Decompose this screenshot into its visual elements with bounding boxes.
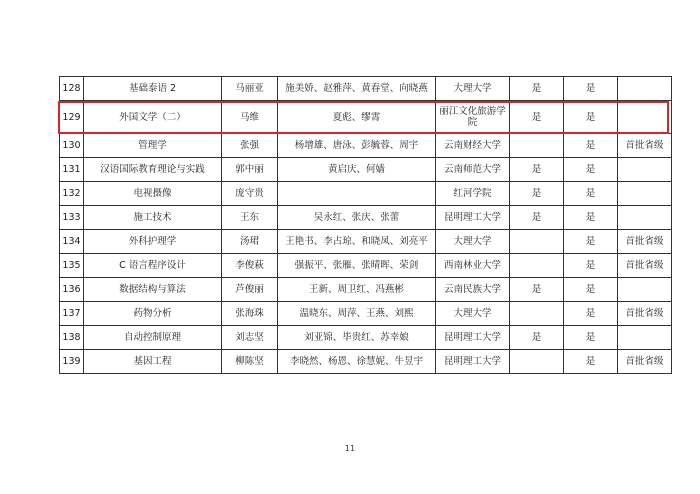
cell-course: 施工技术 — [84, 206, 222, 230]
cell-leader: 郭中丽 — [222, 158, 278, 182]
cell-no: 136 — [60, 278, 84, 302]
cell-no: 133 — [60, 206, 84, 230]
cell-school: 昆明理工大学 — [436, 206, 510, 230]
cell-members: 温晓东、周萍、王燕、刘熙 — [278, 302, 436, 326]
cell-leader: 张强 — [222, 134, 278, 158]
table-row — [60, 206, 672, 230]
cell-course: 基础泰语 2 — [84, 77, 222, 101]
cell-members: 李晓然、杨恩、徐慧妮、牛昱宇 — [278, 350, 436, 374]
cell-c3: 首批省级 — [618, 134, 672, 158]
cell-members: 刘亚锦、毕贵红、苏幸娘 — [278, 326, 436, 350]
cell-school: 丽江文化旅游学院 — [436, 101, 510, 134]
cell-c2: 是 — [564, 326, 618, 350]
cell-c2: 是 — [564, 206, 618, 230]
cell-no: 130 — [60, 134, 84, 158]
cell-c1: 是 — [510, 326, 564, 350]
cell-course: 药物分析 — [84, 302, 222, 326]
cell-members: 夏彪、缪霄 — [278, 101, 436, 134]
cell-c2: 是 — [564, 350, 618, 374]
cell-school: 大理大学 — [436, 302, 510, 326]
cell-school: 云南财经大学 — [436, 134, 510, 158]
cell-c1: 是 — [510, 182, 564, 206]
cell-leader: 李俊萩 — [222, 254, 278, 278]
cell-c1: 是 — [510, 206, 564, 230]
cell-leader: 马维 — [222, 101, 278, 134]
cell-school: 云南师范大学 — [436, 158, 510, 182]
cell-course: 电视摄像 — [84, 182, 222, 206]
cell-school: 大理大学 — [436, 77, 510, 101]
cell-leader: 汤珺 — [222, 230, 278, 254]
table-row — [60, 158, 672, 182]
cell-leader: 马丽亚 — [222, 77, 278, 101]
cell-course: 汉语国际教育理论与实践 — [84, 158, 222, 182]
table-row — [60, 302, 672, 326]
cell-school: 红河学院 — [436, 182, 510, 206]
cell-c1 — [510, 134, 564, 158]
cell-c1 — [510, 302, 564, 326]
cell-c1: 是 — [510, 278, 564, 302]
cell-c3 — [618, 158, 672, 182]
cell-c2: 是 — [564, 134, 618, 158]
cell-members: 王艳书、李占琼、和晓凤、刘亮平 — [278, 230, 436, 254]
cell-no: 134 — [60, 230, 84, 254]
cell-leader: 张海珠 — [222, 302, 278, 326]
table-row — [60, 350, 672, 374]
cell-leader: 芦俊丽 — [222, 278, 278, 302]
cell-no: 132 — [60, 182, 84, 206]
cell-course: 管理学 — [84, 134, 222, 158]
cell-members — [278, 182, 436, 206]
page-number: 11 — [344, 444, 356, 453]
cell-c3 — [618, 278, 672, 302]
cell-c3: 首批省级 — [618, 254, 672, 278]
table-row — [60, 134, 672, 158]
cell-c2: 是 — [564, 302, 618, 326]
cell-leader: 王东 — [222, 206, 278, 230]
table-row — [60, 101, 672, 134]
cell-c3 — [618, 326, 672, 350]
cell-course: C 语言程序设计 — [84, 254, 222, 278]
cell-c2: 是 — [564, 77, 618, 101]
table-row — [60, 278, 672, 302]
cell-leader: 庞守贵 — [222, 182, 278, 206]
cell-members: 王新、周卫红、冯燕彬 — [278, 278, 436, 302]
cell-no: 129 — [60, 101, 84, 134]
cell-c2: 是 — [564, 158, 618, 182]
cell-c2: 是 — [564, 182, 618, 206]
cell-c2: 是 — [564, 101, 618, 134]
cell-c1: 是 — [510, 101, 564, 134]
table-row — [60, 77, 672, 101]
table-row — [60, 326, 672, 350]
cell-c2: 是 — [564, 254, 618, 278]
cell-members: 吴永红、张庆、张蕾 — [278, 206, 436, 230]
cell-members: 施美娇、赵雅萍、黄春堂、向晓燕 — [278, 77, 436, 101]
course-table — [59, 76, 672, 374]
cell-course: 自动控制原理 — [84, 326, 222, 350]
cell-school: 昆明理工大学 — [436, 326, 510, 350]
table-row — [60, 230, 672, 254]
cell-members: 黄启庆、何嫱 — [278, 158, 436, 182]
cell-c2: 是 — [564, 278, 618, 302]
cell-no: 131 — [60, 158, 84, 182]
cell-c3 — [618, 101, 672, 134]
cell-c3 — [618, 182, 672, 206]
cell-leader: 柳陈坚 — [222, 350, 278, 374]
cell-no: 128 — [60, 77, 84, 101]
cell-course: 外科护理学 — [84, 230, 222, 254]
cell-c2: 是 — [564, 230, 618, 254]
table-row — [60, 182, 672, 206]
cell-c3 — [618, 77, 672, 101]
cell-c3: 首批省级 — [618, 302, 672, 326]
cell-school: 昆明理工大学 — [436, 350, 510, 374]
cell-no: 139 — [60, 350, 84, 374]
cell-c3: 首批省级 — [618, 350, 672, 374]
cell-c3: 首批省级 — [618, 230, 672, 254]
table-row — [60, 254, 672, 278]
cell-no: 137 — [60, 302, 84, 326]
cell-c1 — [510, 254, 564, 278]
cell-c1 — [510, 230, 564, 254]
cell-c1: 是 — [510, 158, 564, 182]
cell-course: 外国文学（二） — [84, 101, 222, 134]
cell-c1 — [510, 350, 564, 374]
cell-school: 西南林业大学 — [436, 254, 510, 278]
cell-members: 杨增雄、唐泳、彭毓蓉、周宇 — [278, 134, 436, 158]
cell-members: 强振平、张雁、张晴晖、荣剑 — [278, 254, 436, 278]
cell-course: 基因工程 — [84, 350, 222, 374]
cell-no: 135 — [60, 254, 84, 278]
cell-school: 云南民族大学 — [436, 278, 510, 302]
cell-school: 大理大学 — [436, 230, 510, 254]
cell-no: 138 — [60, 326, 84, 350]
cell-c1: 是 — [510, 77, 564, 101]
cell-c3 — [618, 206, 672, 230]
cell-leader: 刘志坚 — [222, 326, 278, 350]
cell-course: 数据结构与算法 — [84, 278, 222, 302]
